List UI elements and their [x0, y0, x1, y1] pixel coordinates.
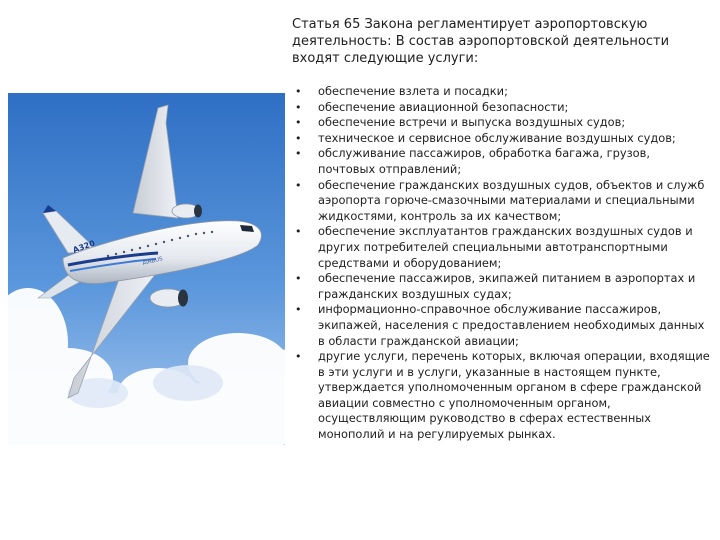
livery-text: A320 [71, 238, 97, 255]
list-item: • обеспечение авиационной безопасности; [295, 99, 569, 114]
brand-text: AIRBUS [142, 256, 164, 267]
list-item: • обеспечение гражданских воздушных судов, объектов и служб аэропорта горюче-смазочными материалами и специальными жидкостями, контроль за их качеством; [295, 177, 705, 223]
services-list [292, 84, 710, 443]
airplane-illustration [8, 93, 285, 445]
list-item: • обеспечение эксплуатантов гражданских воздушных судов и других потребителей специальными автотранспортными средствами и оборудованием; [295, 224, 693, 270]
list-item: • техническое и сервисное обслуживание воздушных судов; [295, 130, 676, 145]
list-item: • обеспечение встречи и выпуска воздушных судов; [295, 115, 626, 130]
bullet: • [295, 116, 302, 130]
bullet: • [295, 272, 302, 286]
engine-upper [172, 204, 202, 218]
list-item: • другие услуги, перечень которых, включая операции, входящие в эти услуги и в услуги, указанные в настоящем пункте, утверждается уполномоченным органом в сфере гражданской авиации совместно с уполномоченным органом, осуществляющим руководство в сферах естественных монополий и на регулируемых рынках. [295, 349, 710, 442]
airplane-photo [8, 93, 285, 445]
list-item: • информационно-справочное обслуживание пассажиров, экипажей, населения с предоставлением необходимых данных в области гражданской авиации; [295, 302, 705, 348]
bullet: • [295, 100, 302, 114]
bullet: • [295, 225, 302, 239]
list-item: • обеспечение взлета и посадки; [295, 84, 508, 98]
list-item: • обеспечение пассажиров, экипажей питанием в аэропортах и гражданских воздушных судах; [295, 271, 696, 301]
bullet: • [295, 303, 302, 317]
article-heading: Статья 65 Закона регламентирует аэропортовскую деятельность: В состав аэропортовской деятельности входят следующие услуги: [292, 17, 670, 66]
engine-lower [150, 289, 188, 307]
bullet: • [295, 85, 302, 98]
bullet: • [295, 147, 302, 161]
bullet: • [295, 178, 302, 192]
bullet: • [295, 131, 302, 145]
bullet: • [295, 350, 302, 364]
list-item: • обслуживание пассажиров, обработка багажа, грузов, почтовых отправлений; [295, 146, 650, 176]
